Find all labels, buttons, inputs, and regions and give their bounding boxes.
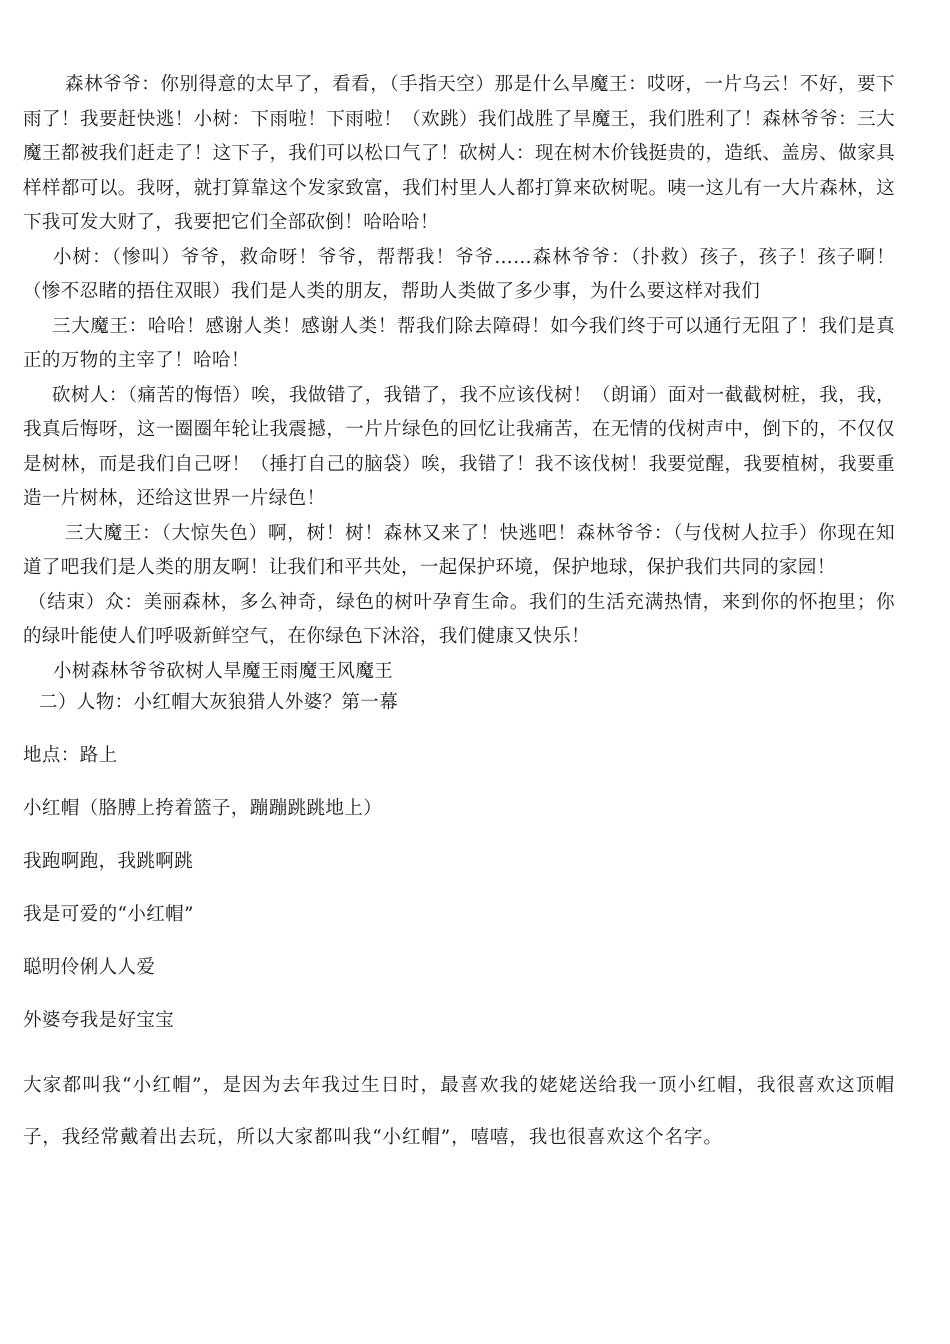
script-paragraph-demons-flee: 三大魔王：（大惊失色）啊，树！树！森林又来了！快逃吧！森林爷爷：（与伐树人拉手）你现在知道了吧我们是人类的朋友啊！让我们和平共处，一起保护环境，保护地球，保护我们共同的家园！ <box>23 522 895 578</box>
script-paragraph-forest-grandpa: 森林爷爷：你别得意的太早了，看看，（手指天空）那是什么旱魔王：哎呀，一片乌云！不好，要下雨了！我要赶快逃！小树：下雨啦！下雨啦！（欢跳）我们战胜了旱魔王，我们胜利了！森林爷爷：三大魔王都被我们赶走了！这下子，我们可以松口气了！砍树人：现在树木价钱挺贵的，造纸、盖房、做家具样样都可以。我呀，就打算靠这个发家致富，我们村里人人都打算来砍树呢。咦一这儿有一大片森林，这下我可发大财了，我要把它们全部砍倒！哈哈哈！ <box>23 74 895 233</box>
cast-list: 小树森林爷爷砍树人旱魔王雨魔王风魔王 <box>53 660 394 682</box>
script-paragraph-three-demons: 三大魔王：哈哈！感谢人类！感谢人类！帮我们除去障碍！如今我们终于可以通行无阻了！我们是真正的万物的主宰了！哈哈！ <box>23 315 895 371</box>
act-heading: 二）人物：小红帽大灰狼猎人外婆？第一幕 <box>39 692 399 713</box>
script-paragraph-little-tree: 小树：（惨叫）爷爷，救命呀！爷爷，帮帮我！爷爷……森林爷爷：（扑救）孩子，孩子！孩子啊！（惨不忍睹的捂住双眼）我们是人类的朋友，帮助人类做了多少事，为什么要这样对我们 <box>23 246 895 302</box>
location-line: 地点：路上 <box>23 744 118 766</box>
song-line: 我是可爱的“小红帽” <box>23 903 194 925</box>
song-line: 外婆夸我是好宝宝 <box>23 1009 175 1031</box>
stage-direction: 小红帽（胳膊上挎着篮子，蹦蹦跳跳地上） <box>23 797 383 819</box>
song-line: 聪明伶俐人人爱 <box>23 956 156 978</box>
monologue-paragraph: 大家都叫我“小红帽”，是因为去年我过生日时，最喜欢我的姥姥送给我一顶小红帽，我很喜欢这顶帽子，我经常戴着出去玩，所以大家都叫我“小红帽”，嘻嘻，我也很喜欢这个名字。 <box>23 1074 895 1148</box>
document-page <box>23 68 895 1164</box>
song-line: 我跑啊跑，我跳啊跳 <box>23 850 194 872</box>
script-paragraph-ending: （结束）众：美丽森林，多么神奇，绿色的树叶孕育生命。我们的生活充满热情，来到你的怀抱里；你的绿叶能使人们呼吸新鲜空气，在你绿色下沐浴，我们健康又快乐！ <box>23 591 895 647</box>
script-paragraph-woodcutter: 砍树人：（痛苦的悔悟）唉，我做错了，我错了，我不应该伐树！（朗诵）面对一截截树桩，我，我，我真后悔呀，这一圈圈年轮让我震撼，一片片绿色的回忆让我痛苦，在无情的伐树声中，倒下的，不仅仅是树林，而是我们自己呀！（捶打自己的脑袋）唉，我错了！我不该伐树！我要觉醒，我要植树，我要重造一片树林，还给这世界一片绿色！ <box>23 384 895 509</box>
